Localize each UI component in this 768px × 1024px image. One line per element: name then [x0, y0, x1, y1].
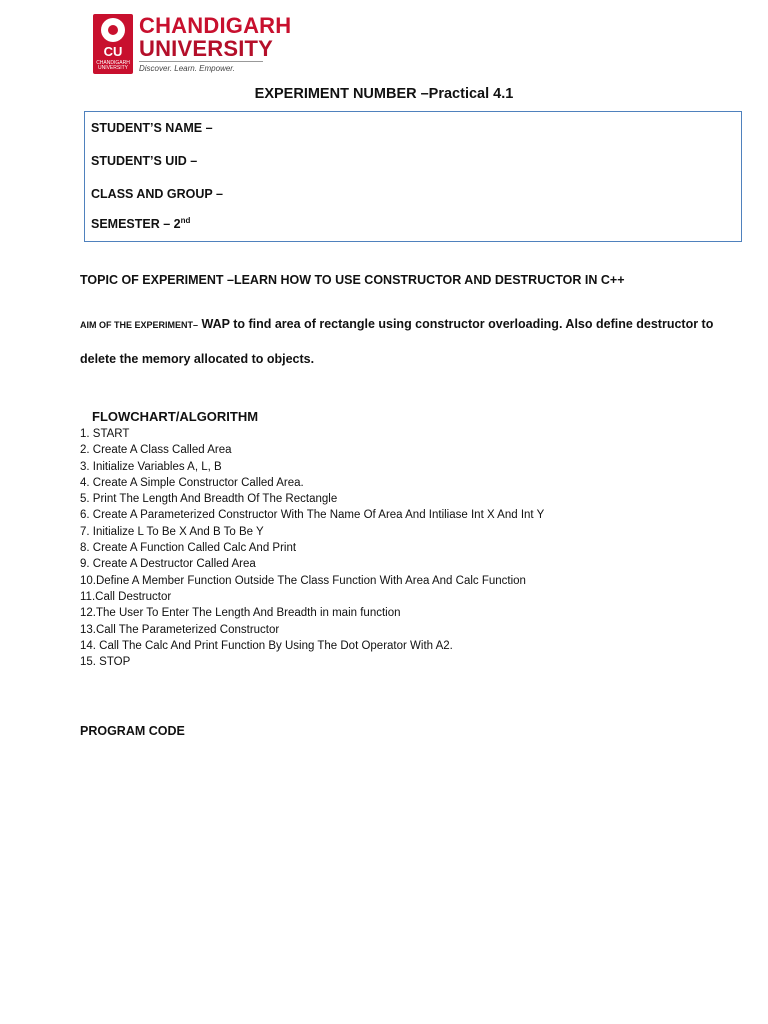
algorithm-step: 1. START [80, 428, 130, 440]
semester-text: SEMESTER – 2 [91, 217, 181, 232]
algorithm-step: 11.Call Destructor [80, 590, 172, 603]
experiment-aim [80, 307, 720, 376]
aim-text: WAP to find area of rectangle using constructor overloading. Also define destructor to delete the memory allocated to objects. [80, 317, 714, 366]
logo-wordmark [139, 14, 291, 60]
semester-label [91, 216, 190, 231]
university-logo [93, 13, 292, 76]
logo-badge [93, 14, 133, 74]
algorithm-step: 12.The User To Enter The Length And Breadth in main function [80, 607, 401, 620]
algorithm-step: 2. Create A Class Called Area [80, 444, 232, 457]
experiment-title: EXPERIMENT NUMBER –Practical 4.1 [254, 86, 514, 102]
algorithm-steps [80, 426, 560, 670]
algorithm-step: 4. Create A Simple Constructor Called Area. [80, 476, 304, 489]
algorithm-step: 6. Create A Parameterized Constructor With The Name Of Area And Intiliase Int X And Int Y [80, 509, 545, 522]
algorithm-step: 10.Define A Member Function Outside The Class Function With Area And Calc Function [80, 574, 526, 587]
logo-divider [139, 61, 263, 62]
student-name-label: STUDENT’S NAME – [91, 121, 213, 135]
logo-badge-text: CU [103, 44, 123, 59]
algorithm-step: 3. Initialize Variables A, L, B [80, 460, 222, 473]
logo-tagline: Discover. Learn. Empower. [139, 64, 235, 73]
algorithm-step: 13.Call The Parameterized Constructor [80, 623, 280, 636]
flowchart-heading: FLOWCHART/ALGORITHM [92, 409, 259, 424]
algorithm-step: 9. Create A Destructor Called Area [80, 558, 256, 571]
algorithm-step: 15. STOP [80, 656, 131, 669]
program-code-heading: PROGRAM CODE [80, 724, 185, 738]
student-uid-label: STUDENT’S UID – [91, 154, 198, 168]
algorithm-step: 14. Call The Calc And Print Function By Using The Dot Operator With A2. [80, 639, 453, 652]
algorithm-step: 7. Initialize L To Be X And B To Be Y [80, 525, 264, 538]
algorithm-step: 5. Print The Length And Breadth Of The Rectangle [80, 493, 338, 506]
semester-superscript: nd [180, 216, 191, 225]
logo-badge-small-text: CHANDIGARH UNIVERSITY [96, 60, 130, 71]
experiment-topic: TOPIC OF EXPERIMENT –LEARN HOW TO USE CONSTRUCTOR AND DESTRUCTOR IN C++ [80, 273, 625, 287]
logo-name-line1: CHANDIGARH [139, 13, 292, 38]
student-info-box [84, 111, 742, 242]
algorithm-step: 8. Create A Function Called Calc And Print [80, 542, 297, 555]
gear-emblem-icon [101, 18, 125, 42]
logo-name-line2: UNIVERSITY [139, 36, 274, 61]
class-group-label: CLASS AND GROUP – [91, 187, 223, 201]
aim-label: AIM OF THE EXPERIMENT– [80, 320, 199, 330]
